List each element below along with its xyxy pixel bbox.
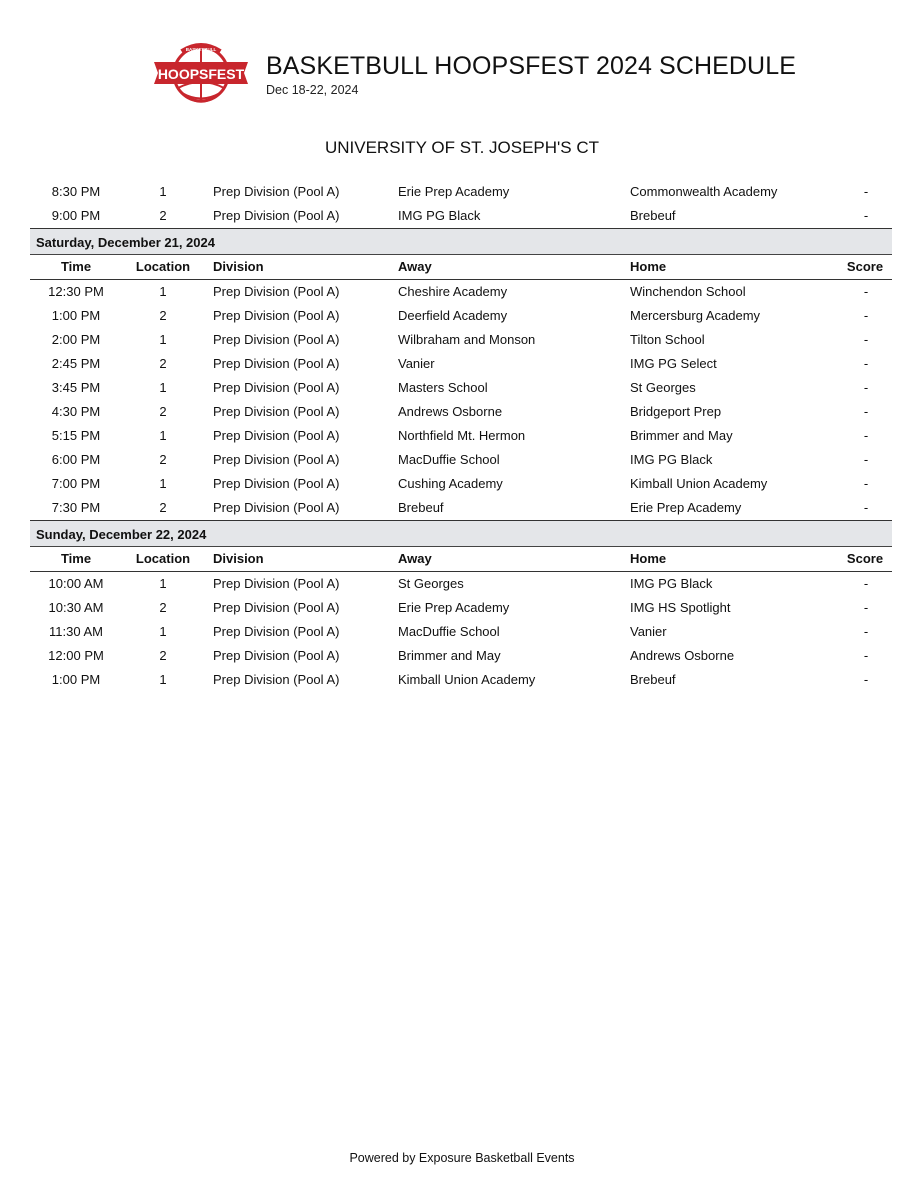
game-score: - bbox=[863, 672, 869, 687]
day-header-saturday: Saturday, December 21, 2024 bbox=[30, 228, 892, 255]
away-team: MacDuffie School bbox=[398, 452, 500, 467]
home-team: Bridgeport Prep bbox=[630, 404, 722, 419]
column-header-home: Home bbox=[630, 551, 667, 566]
column-header-away: Away bbox=[398, 259, 432, 274]
game-score: - bbox=[863, 476, 869, 491]
away-team: Brebeuf bbox=[398, 500, 444, 515]
home-team: Brebeuf bbox=[630, 672, 676, 687]
home-team: IMG HS Spotlight bbox=[630, 600, 731, 615]
game-time: 12:30 PM bbox=[48, 284, 104, 299]
game-time: 1:00 PM bbox=[51, 672, 101, 687]
game-time: 8:30 PM bbox=[51, 184, 101, 199]
game-score: - bbox=[863, 284, 869, 299]
table-row bbox=[30, 620, 892, 644]
game-time: 12:00 PM bbox=[48, 648, 104, 663]
game-location: 1 bbox=[159, 184, 167, 199]
game-location: 2 bbox=[159, 308, 167, 323]
game-time: 1:00 PM bbox=[51, 308, 101, 323]
column-header-row bbox=[30, 255, 892, 280]
table-row bbox=[30, 448, 892, 472]
table-row bbox=[30, 180, 892, 204]
table-row bbox=[30, 280, 892, 304]
away-team: Kimball Union Academy bbox=[398, 672, 536, 687]
game-time: 4:30 PM bbox=[51, 404, 101, 419]
game-score: - bbox=[863, 404, 869, 419]
game-location: 1 bbox=[159, 624, 167, 639]
column-header-division: Division bbox=[213, 259, 264, 274]
away-team: Cushing Academy bbox=[398, 476, 503, 491]
game-time: 2:00 PM bbox=[51, 332, 101, 347]
game-location: 1 bbox=[159, 380, 167, 395]
game-time: 11:30 AM bbox=[49, 624, 103, 639]
away-team: Northfield Mt. Hermon bbox=[398, 428, 526, 443]
home-team: IMG PG Select bbox=[630, 356, 717, 371]
game-division: Prep Division (Pool A) bbox=[213, 208, 340, 223]
table-row bbox=[30, 668, 892, 692]
game-location: 2 bbox=[159, 452, 167, 467]
home-team: Brebeuf bbox=[630, 208, 676, 223]
venue-name: UNIVERSITY OF ST. JOSEPH'S CT bbox=[324, 138, 600, 157]
game-division: Prep Division (Pool A) bbox=[213, 648, 340, 663]
game-score: - bbox=[863, 380, 869, 395]
game-location: 1 bbox=[159, 332, 167, 347]
home-team: Kimball Union Academy bbox=[630, 476, 768, 491]
game-division: Prep Division (Pool A) bbox=[213, 452, 340, 467]
home-team: IMG PG Black bbox=[630, 576, 713, 591]
game-division: Prep Division (Pool A) bbox=[213, 500, 340, 515]
home-team: Mercersburg Academy bbox=[630, 308, 761, 323]
column-header-score: Score bbox=[846, 259, 884, 274]
away-team: Vanier bbox=[398, 356, 435, 371]
table-row bbox=[30, 304, 892, 328]
game-location: 1 bbox=[159, 428, 167, 443]
table-row bbox=[30, 424, 892, 448]
home-team: Vanier bbox=[630, 624, 667, 639]
game-score: - bbox=[863, 576, 869, 591]
game-division: Prep Division (Pool A) bbox=[213, 332, 340, 347]
game-division: Prep Division (Pool A) bbox=[213, 380, 340, 395]
game-division: Prep Division (Pool A) bbox=[213, 476, 340, 491]
game-division: Prep Division (Pool A) bbox=[213, 428, 340, 443]
game-score: - bbox=[863, 452, 869, 467]
game-score: - bbox=[863, 208, 869, 223]
game-time: 3:45 PM bbox=[51, 380, 101, 395]
home-team: Winchendon School bbox=[630, 284, 746, 299]
game-score: - bbox=[863, 500, 869, 515]
column-header-away: Away bbox=[398, 551, 432, 566]
game-score: - bbox=[863, 624, 869, 639]
game-location: 2 bbox=[159, 648, 167, 663]
footer-powered-by: Powered by Exposure Basketball Events bbox=[349, 1151, 575, 1165]
home-team: Commonwealth Academy bbox=[630, 184, 778, 199]
game-division: Prep Division (Pool A) bbox=[213, 672, 340, 687]
away-team: Cheshire Academy bbox=[398, 284, 508, 299]
game-score: - bbox=[863, 648, 869, 663]
game-division: Prep Division (Pool A) bbox=[213, 404, 340, 419]
page-title: BASKETBULL HOOPSFEST 2024 SCHEDULE bbox=[266, 52, 796, 80]
game-division: Prep Division (Pool A) bbox=[213, 624, 340, 639]
away-team: Deerfield Academy bbox=[398, 308, 508, 323]
column-header-time: Time bbox=[60, 551, 92, 566]
table-row bbox=[30, 204, 892, 228]
game-score: - bbox=[863, 332, 869, 347]
away-team: Brimmer and May bbox=[398, 648, 501, 663]
game-time: 10:30 AM bbox=[48, 600, 104, 615]
schedule-table bbox=[30, 180, 892, 692]
away-team: Erie Prep Academy bbox=[398, 184, 510, 199]
column-header-location: Location bbox=[135, 551, 191, 566]
away-team: St Georges bbox=[398, 576, 464, 591]
table-row bbox=[30, 472, 892, 496]
away-team: Masters School bbox=[398, 380, 488, 395]
game-location: 1 bbox=[159, 576, 167, 591]
column-header-division: Division bbox=[213, 551, 264, 566]
event-dates: Dec 18-22, 2024 bbox=[266, 83, 359, 97]
game-location: 2 bbox=[159, 208, 167, 223]
away-team: IMG PG Black bbox=[398, 208, 481, 223]
game-division: Prep Division (Pool A) bbox=[213, 576, 340, 591]
table-row bbox=[30, 328, 892, 352]
page-header bbox=[0, 0, 924, 120]
table-row bbox=[30, 644, 892, 668]
game-time: 2:45 PM bbox=[51, 356, 101, 371]
away-team: Erie Prep Academy bbox=[398, 600, 510, 615]
table-row bbox=[30, 400, 892, 424]
column-header-location: Location bbox=[135, 259, 191, 274]
away-team: Andrews Osborne bbox=[398, 404, 503, 419]
game-time: 6:00 PM bbox=[51, 452, 101, 467]
game-division: Prep Division (Pool A) bbox=[213, 356, 340, 371]
home-team: Erie Prep Academy bbox=[630, 500, 742, 515]
game-location: 2 bbox=[159, 404, 167, 419]
game-score: - bbox=[863, 600, 869, 615]
game-location: 1 bbox=[159, 672, 167, 687]
logo-small-text: BASKETBULL bbox=[185, 47, 217, 52]
away-team: MacDuffie School bbox=[398, 624, 500, 639]
game-time: 7:00 PM bbox=[51, 476, 101, 491]
game-score: - bbox=[863, 428, 869, 443]
game-time: 9:00 PM bbox=[51, 208, 101, 223]
table-row bbox=[30, 496, 892, 520]
game-time: 7:30 PM bbox=[51, 500, 101, 515]
game-division: Prep Division (Pool A) bbox=[213, 184, 340, 199]
game-location: 2 bbox=[159, 356, 167, 371]
game-score: - bbox=[863, 356, 869, 371]
game-score: - bbox=[863, 308, 869, 323]
column-header-home: Home bbox=[630, 259, 667, 274]
hoopsfest-logo bbox=[152, 38, 250, 106]
game-time: 5:15 PM bbox=[51, 428, 101, 443]
home-team: Brimmer and May bbox=[630, 428, 733, 443]
game-division: Prep Division (Pool A) bbox=[213, 284, 340, 299]
table-row bbox=[30, 572, 892, 596]
column-header-row bbox=[30, 547, 892, 572]
home-team: IMG PG Black bbox=[630, 452, 713, 467]
game-time: 10:00 AM bbox=[48, 576, 104, 591]
table-row bbox=[30, 596, 892, 620]
home-team: Tilton School bbox=[630, 332, 705, 347]
game-location: 1 bbox=[159, 476, 167, 491]
table-row bbox=[30, 376, 892, 400]
home-team: Andrews Osborne bbox=[630, 648, 735, 663]
column-header-time: Time bbox=[60, 259, 92, 274]
column-header-score: Score bbox=[846, 551, 884, 566]
game-division: Prep Division (Pool A) bbox=[213, 308, 340, 323]
logo-text: HOOPSFEST bbox=[157, 66, 245, 82]
game-score: - bbox=[863, 184, 869, 199]
day-header-sunday: Sunday, December 22, 2024 bbox=[30, 520, 892, 547]
game-location: 1 bbox=[159, 284, 167, 299]
home-team: St Georges bbox=[630, 380, 696, 395]
game-location: 2 bbox=[159, 600, 167, 615]
table-row bbox=[30, 352, 892, 376]
game-location: 2 bbox=[159, 500, 167, 515]
away-team: Wilbraham and Monson bbox=[398, 332, 536, 347]
game-division: Prep Division (Pool A) bbox=[213, 600, 340, 615]
